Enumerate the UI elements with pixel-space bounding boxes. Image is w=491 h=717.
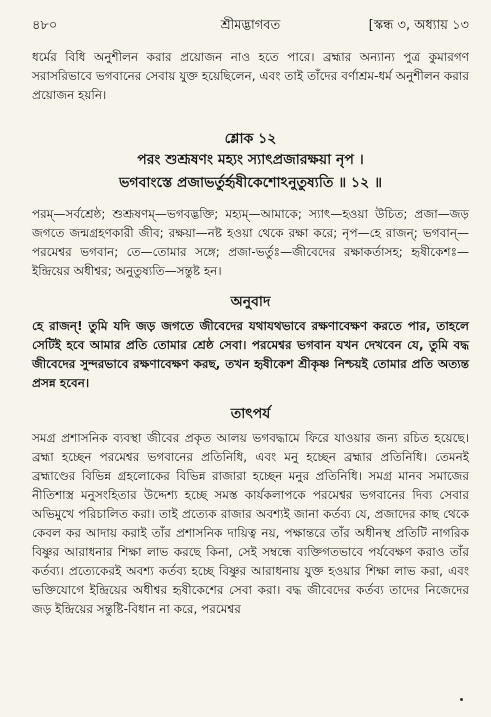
purport-heading: তাৎপর্য — [230, 406, 271, 422]
page-header — [32, 16, 469, 36]
verse-line-2: ভগবাংস্তে প্রজাভর্তুর্হৃষীকেশোঽনুতুষ্যতি ॥ ১২ ॥ — [118, 175, 382, 191]
verse-heading: শ্লোক ১২ — [224, 131, 277, 147]
translation-heading: অনুবাদ — [230, 294, 271, 310]
synonyms-paragraph: পরম্—সর্বশ্রেষ্ঠ; শুশ্রূষণম্—ভগবদ্ভক্তি; মহ্যম্—আমাকে; স্যাৎ—হওয়া উচিত; প্রজা—জড় জগতে জন্মগ্রহণকারী জীব; রক্ষয়া—নষ্ট হওয়া থেকে রক্ষা করে; নৃপ—হে রাজন্; ভগবান্—পরমেশ্বর ভগবান; তে—তোমার সঙ্গে; প্রজা-ভর্তুঃ—জীবেদের রক্ষাকর্তাসহ; হৃষীকেশঃ—ইন্দ্রিয়ের অধীশ্বর; অনুতুষ্যতি—সন্তুষ্ট হন। — [32, 207, 469, 278]
page-number: ৪৮০ — [32, 18, 58, 33]
section-reference: [স্কন্ধ ৩, অধ্যায় ১৩ — [368, 18, 469, 33]
page-speck — [460, 698, 463, 701]
intro-paragraph: ধর্মের বিধি অনুশীলন করার প্রয়োজন নাও হতে পারে। ব্রহ্মার অন্যান্য পুত্র কুমারগণ সরাসরিভাবে ভগবানের সেবায় যুক্ত হয়েছিলেন, এবং তাই তাঁদের বর্ণাশ্রম-ধর্ম অনুশীলন করার প্রয়োজন হয়নি। — [32, 50, 469, 102]
verse-line-1: পরং শুশ্রূষণং মহ্যং স্যাৎপ্রজারক্ষয়া নৃপ । — [137, 152, 364, 168]
translation-paragraph: হে রাজন্! তুমি যদি জড় জগতে জীবেদের যথাযথভাবে রক্ষণাবেক্ষণ করতে পার, তাহলে সেটিই হবে আমার প্রতি তোমার শ্রেষ্ঠ সেবা। পরমেশ্বর ভগবান যখন দেখবেন যে, তুমি বদ্ধ জীবেদের সুন্দরভাবে রক্ষণাবেক্ষণ করছ, তখন হৃষীকেশ শ্রীকৃষ্ণ নিশ্চয়ই তোমার প্রতি অত্যন্ত প্রসন্ন হবেন। — [32, 319, 469, 390]
running-title: শ্রীমদ্ভাগবত — [220, 18, 281, 33]
purport-paragraph: সমগ্র প্রশাসনিক ব্যবস্থা জীবের প্রকৃত আলয় ভগবদ্ধামে ফিরে যাওয়ার জন্য রচিত হয়েছে। ব্রহ্মা হচ্ছেন পরমেশ্বর ভগবানের প্রতিনিধি, এবং মনু হচ্ছেন ব্রহ্মার প্রতিনিধি। তেমনই ব্রহ্মাণ্ডের বিভিন্ন গ্রহলোকের বিভিন্ন রাজারা হচ্ছেন মনুর প্রতিনিধি। সমগ্র মানব সমাজের নীতিশাস্ত্র মনুসংহিতার উদ্দেশ্য হচ্ছে সমস্ত কার্যকলাপকে পরমেশ্বর ভগবানের দিব্য সেবার অভিমুখে পরিচালিত করা। তাই প্রত্যেক রাজার অবশ্যই জানা কর্তব্য যে, প্রজাদের কাছ থেকে কেবল কর আদায় করাই তাঁর প্রশাসনিক দায়িত্ব নয়, পক্ষান্তরে তাঁর অধীনস্থ প্রতিটি নাগরিক বিষ্ণুর আরাধনার শিক্ষা লাভ করছে কিনা, সেই সম্বন্ধে ব্যক্তিগতভাবে পর্যবেক্ষণ করাও তাঁর কর্তব্য। প্রত্যেকেরই অবশ্য কর্তব্য হচ্ছে বিষ্ণুর আরাধনায় যুক্ত হওয়ার শিক্ষা লাভ করা, এবং ভক্তিযোগে ইন্দ্রিয়ের অধীশ্বর হৃষীকেশের সেবা করা। বদ্ধ জীবেদের কর্তব্য তাদের নিজেদের জড় ইন্দ্রিয়ের সন্তুষ্টি-বিধান না করে, পরমেশ্বর — [32, 431, 469, 616]
